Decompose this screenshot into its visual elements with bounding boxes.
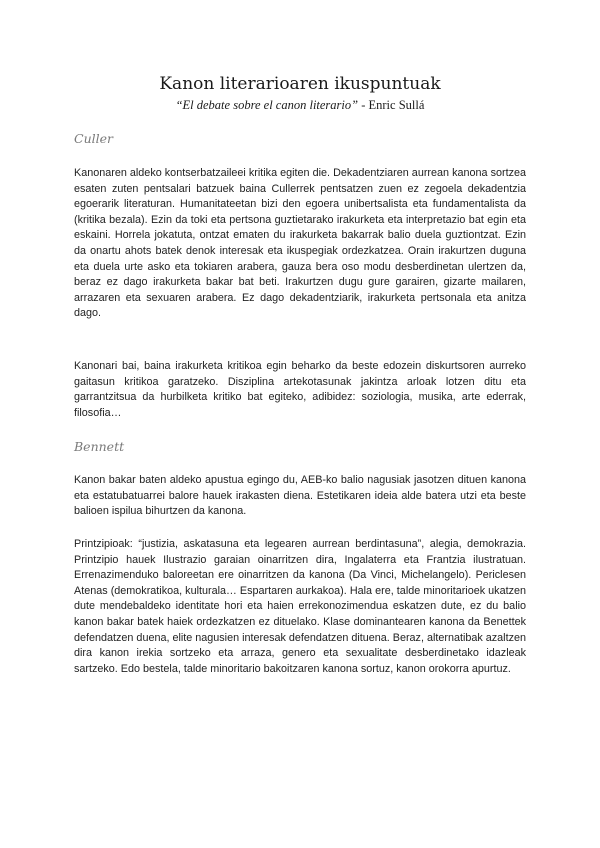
source-author: - Enric Sullá xyxy=(358,98,425,112)
source-title: “El debate sobre el canon literario” xyxy=(175,98,359,112)
document-title: Kanon literarioaren ikuspuntuak xyxy=(159,74,441,94)
section-heading-bennett: Bennett xyxy=(74,439,125,454)
document-subtitle xyxy=(0,98,600,113)
section-heading-culler: Culler xyxy=(74,131,113,146)
culler-paragraph-1: Kanonaren aldeko kontserbatzaileei kritika egiten die. Dekadentziaren aurrean kanona sortzea esaten zuten pentsalari batzuek baina Cullerrek pentsatzen zuen ez zegoela dekadentzia egoerarik literaturan. Humanitateetan bizi den egoera unibertsalista eta fundamentalista da (kritika bezala). Ezin da toki eta pertsona guztietarako irakurketa eta interpretazio bat egin eta eskaini. Horrela jokatuta, ontzat ematen du irakurketa bakarrak balio duela guztiontzat. Ezin da onartu ahots batek denok interesak eta ikuspegiak ordezkatzea. Orain irakurtzen duguna eta duela urte asko eta tokiaren arabera, gauza bera oso modu desberdinetan ulertzen da, beraz ez dago irakurketa bakar bat beti. Irakurtzen dugu gure garairen, gizarte mailaren, arrazaren eta sexuaren arabera. Ez dago dekadentziarik, irakurketa pertsonala eta anitza dago. xyxy=(74,167,526,320)
bennett-paragraph-2: Printzipioak: “justizia, askatasuna eta legearen aurrean berdintasuna”, alegia, demokrazia. Printzipio hauek Ilustrazio garaian oinarritzen dira, Ingalaterra eta Frantzia ilustratuan. Errenazimenduko baloreetan ere oinarritzen da kanona (Da Vinci, Michelangelo). Periclesen Atenas (demokratikoa, kulturala… Espartaren aurkakoa). Hala ere, talde minoritarioek ukatzen dute mendebaldeko identitate hori eta haien errekonozimendua eskatzen dute, ez du balio kanon bakar batek haiek ordezkatzen ez dituelako. Klase dominantearen kanona da Benettek defendatzen duena, elite nagusien interesak defendatzen dituena. Beraz, alternatibak azaltzen dira kanon irekia sortzeko eta arraza, genero eta sexualitate desberdinetako idazleak sartzeko. Edo bestela, talde minoritario bakoitzaren kanona sortuz, kanon orokorra apurtuz. xyxy=(74,538,526,675)
culler-paragraph-2: Kanonari bai, baina irakurketa kritikoa egin beharko da beste edozein diskurtsoren aurreko gaitasun kritikoa garatzeko. Disziplina artekotasunak jakintza arloak lotzen ditu eta garrantzitsua da hurbilketa kritiko bat egiteko, adibidez: soziologia, musika, arte ederrak, filosofia… xyxy=(74,360,526,419)
bennett-paragraph-1: Kanon bakar baten aldeko apustua egingo du, AEB-ko balio nagusiak jasotzen dituen kanona eta estatubatuarrei balore hauek irakasten diena. Estetikaren ideia alde batera utzi eta beste balioen ispilua bihurtzen da kanona. xyxy=(74,474,526,518)
